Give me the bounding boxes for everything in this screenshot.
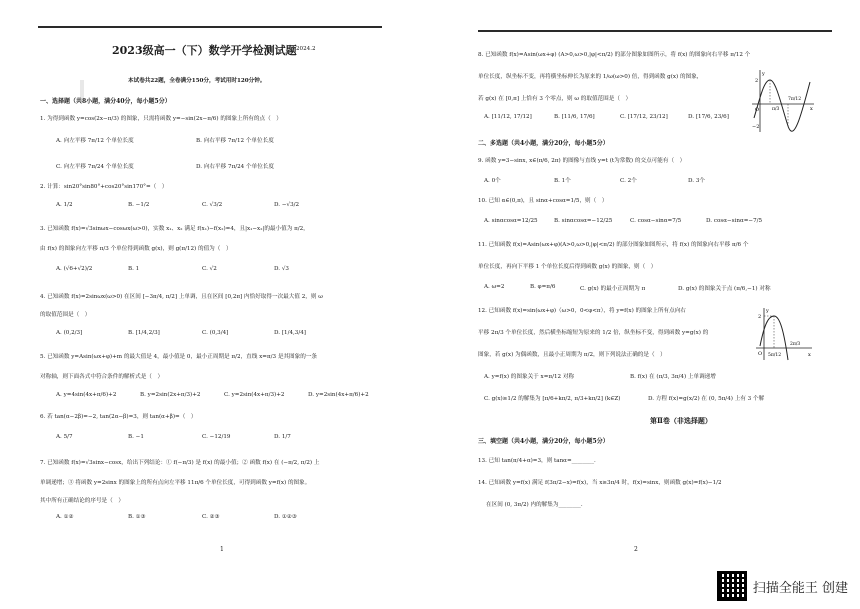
q1-option-c: C. 向左平移 7π/24 个单位长度 [56, 164, 134, 170]
question-10: 10. 已知 α∈(0,π)，且 sinα+cosα=1/5，则（ ） [478, 198, 608, 204]
q3-option-c: C. √2 [202, 266, 217, 272]
label-2pi3: 2π/3 [790, 342, 801, 347]
question-3: 3. 已知函数 f(x)=√3sinωx−cosωx(ω>0)，实数 x₁、x₂ 满足 f(x₁)−f(x₂)=4，且|x₁−x₂|的最小值为 π/2， [40, 226, 309, 232]
section-3-heading: 三、填空题（共4小题，满分20分，每小题5分） [478, 438, 609, 445]
label-y: y [766, 308, 769, 314]
q5-option-a: A. y=4sin(4x+π/6)+2 [56, 392, 117, 398]
label-pi3: π/3 [772, 107, 780, 112]
top-rule [478, 30, 832, 32]
page-number-1: 1 [220, 546, 224, 553]
q6-option-a: A. 5/7 [56, 434, 73, 440]
q11-option-c: C. g(x) 的最小正周期为 π [580, 286, 646, 292]
question-7-cont: 单调递增；③ 将函数 y=2sinx 的图象上的所有点向左平移 11π/6 个单位长度，可得到函数 y=f(x) 的图象。 [40, 480, 311, 486]
question-12-cont2: 图象，若 g(x) 为偶函数，且最小正周期为 π/2，则下列说法正确的是（ ） [478, 352, 666, 358]
question-13: 13. 已知 tan(π/4+α)=3，则 tanα=________. [478, 458, 596, 464]
q5-option-b: B. y=2sin(2x+π/3)+2 [140, 392, 201, 398]
q3-option-a: A. (√6+√2)/2 [56, 266, 93, 272]
q11-option-a: A. ω=2 [484, 284, 505, 290]
q6-option-b: B. −1 [128, 434, 144, 440]
question-2: 2. 计算：sin20°sin80°+cos20°sin170°=（ ） [40, 184, 168, 190]
q10-option-b: B. sinαcosα=−12/25 [554, 218, 613, 224]
label-o: O [758, 351, 763, 357]
label-7pi12: 7π/12 [788, 97, 802, 102]
q2-option-c: C. √3/2 [202, 202, 223, 208]
page-number-2: 2 [634, 546, 638, 553]
q5-option-c: C. y=2sin(4x+π/3)+2 [224, 392, 285, 398]
label-o: O [755, 107, 760, 113]
scanner-brand: 扫描全能王 创建 [752, 580, 848, 596]
label-2: 2 [758, 314, 762, 320]
q2-option-d: D. −√3/2 [274, 202, 300, 208]
question-14-cont: 在区间 (0, 3π/2) 内的解集为________. [486, 502, 583, 508]
q8-option-b: B. [11/6, 17/6] [554, 114, 595, 120]
label-neg2: −2 [752, 124, 760, 130]
question-7-cont2: 其中所有正确结论的序号是（ ） [40, 498, 124, 504]
q9-option-a: A. 0个 [484, 178, 501, 184]
question-4-cont: 的取值范围是（ ） [40, 312, 91, 318]
question-14: 14. 已知函数 y=f(x) 满足 f(3π/2−x)=f(x)，当 x≥3π/4 时，f(x)=sinx，则函数 g(x)=f(x)−1/2 [478, 480, 722, 486]
label-x: x [808, 352, 811, 358]
question-5: 5. 已知函数 y=Asin(ωx+φ)+m 的最大值是 4，最小值是 0，最小正周期是 π/2，直线 x=π/3 是其图象的一条 [40, 354, 317, 360]
q10-option-a: A. sinαcosα=12/25 [484, 218, 538, 224]
q12-option-d: D. 方程 f(x)=g(x/2) 在 (0, 5π/4) 上有 3 个解 [648, 396, 765, 402]
exam-title: 2023级高一（下）数学开学检测试题 [112, 44, 297, 57]
qr-code-icon [717, 571, 747, 601]
q6-option-d: D. 1/7 [274, 434, 291, 440]
question-7: 7. 已知函数 f(x)=√3sinx−cosx，给出下列结论：① f(−π/3) 是 f(x) 的最小值；② 函数 f(x) 在 (−π/2, π/2) 上 [40, 460, 320, 466]
q4-option-c: C. (0,3/4] [202, 330, 229, 336]
q8-sine-figure [750, 68, 816, 134]
top-rule [38, 26, 382, 28]
question-12-cont: 平移 2π/3 个单位长度，然后横坐标缩短为原来的 1/2 倍，纵坐标不变，得到函数 y=g(x) 的 [478, 330, 709, 336]
q4-option-a: A. (0,2/3] [56, 330, 83, 336]
q10-option-c: C. cosα−sinα=7/5 [630, 218, 682, 224]
q8-option-d: D. [17/6, 23/6] [688, 114, 729, 120]
q9-option-b: B. 1个 [554, 178, 571, 184]
part-2-heading: 第Ⅱ卷（非选择题） [650, 416, 712, 425]
question-9: 9. 函数 y=3−sinx, x∈(π/6, 2π) 的图像与直线 y=t (t为常数) 的交点可能有（ ） [478, 158, 686, 164]
q7-option-d: D. ①②③ [274, 514, 297, 520]
q2-option-b: B. −1/2 [128, 202, 150, 208]
exam-intro: 本试卷共22题，全卷满分150分，考试用时120分钟。 [128, 78, 266, 84]
q7-option-c: C. ②③ [202, 514, 220, 520]
question-8: 8. 已知函数 f(x)=Asin(ωx+φ) (A>0,ω>0,|φ|<π/2) 的部分图象如图所示，将 f(x) 的图象向右平移 π/12 个 [478, 52, 751, 58]
q12-option-c: C. g(x)≥1/2 的解集为 [π/6+kπ/2, π/3+kπ/2] (k∈Z) [484, 396, 621, 402]
sine-curve [754, 80, 810, 131]
q4-option-b: B. [1/4,2/3] [128, 330, 160, 336]
label-y: y [762, 71, 765, 77]
q3-option-b: B. 1 [128, 266, 140, 272]
q9-option-d: D. 3个 [688, 178, 705, 184]
q8-option-a: A. [11/12, 17/12] [484, 114, 532, 120]
q3-option-d: D. √3 [274, 266, 289, 272]
q2-option-a: A. 1/2 [56, 202, 73, 208]
question-8-cont: 单位长度，纵坐标不变，再将横坐标伸长为原来的 1/ω(ω>0) 倍，得到函数 g(x) 的图象， [478, 74, 703, 80]
section-2-heading: 二、多选题（共4小题，满分20分，每小题5分） [478, 140, 609, 147]
question-11: 11. 已知函数 f(x)=Asin(ωx+φ)(A>0,ω>0,|φ|<π/2) 的部分图象如图所示，将 f(x) 的图象向右平移 π/6 个 [478, 242, 749, 248]
question-6: 6. 若 tan(α−2β)=−2, tan(2α−β)=3，则 tan(α+β)=（ ） [40, 414, 197, 420]
q8-option-c: C. [17/12, 23/12] [620, 114, 668, 120]
label-2: 2 [755, 78, 759, 84]
question-3-cont: 由 f(x) 的图象向左平移 π/3 个单位得到函数 g(x)，则 g(π/12) 的值为（ ） [40, 246, 232, 252]
q5-option-d: D. y=2sin(4x+π/6)+2 [308, 392, 369, 398]
q7-option-b: B. ①③ [128, 514, 146, 520]
exam-date: 2024.2 [296, 46, 316, 52]
q1-option-d: D. 向右平移 7π/24 个单位长度 [196, 164, 274, 170]
question-4: 4. 已知函数 f(x)=2sinωx(ω>0) 在区间 [−3π/4, π/2] 上单调，且在区间 [0,2π] 内恰好取得一次最大值 2，则 ω [40, 294, 323, 300]
q12-option-a: A. y=f(x) 的图象关于 x=π/12 对称 [484, 374, 575, 380]
q11-sine-svg [754, 306, 814, 362]
q11-sine-figure [754, 306, 814, 362]
q8-sine-svg [750, 68, 816, 134]
question-1: 1. 为得到函数 y=cos(2x−π/3) 的图象，只需将函数 y=−sin(2x−π/6) 的图象上所有的点（ ） [40, 116, 282, 122]
q12-option-b: B. f(x) 在 (π/3, 3π/4) 上单调递增 [630, 374, 716, 380]
question-8-cont2: 若 g(x) 在 [0,π] 上恰有 3 个零点，则 ω 的取值范围是（ ） [478, 96, 632, 102]
question-5-cont: 对称轴，则下面各式中符合条件的解析式是（ ） [40, 374, 164, 380]
q6-option-c: C. −12/19 [202, 434, 231, 440]
q9-option-c: C. 2个 [620, 178, 637, 184]
q11-option-b: B. φ=π/6 [530, 284, 556, 290]
q4-option-d: D. [1/4,3/4] [274, 330, 306, 336]
scanner-watermark [717, 571, 848, 601]
question-11-cont: 单位长度，再向下平移 1 个单位长度后得到函数 g(x) 的图象，则（ ） [478, 264, 657, 270]
exam-page-2 [430, 0, 860, 609]
label-5pi12: 5π/12 [768, 353, 782, 358]
question-12: 12. 已知函数 f(x)=sin(ωx+φ)（ω>0，0<φ<π），将 y=f(x) 的图象上所有点向右 [478, 308, 686, 314]
label-x: x [810, 106, 813, 112]
q7-option-a: A. ①② [56, 514, 74, 520]
section-1-heading: 一、选择题（共8小题，满分40分，每小题5分） [40, 98, 171, 105]
q1-option-a: A. 向左平移 7π/12 个单位长度 [56, 138, 134, 144]
q11-option-d: D. g(x) 的图象关于点 (π/6,−1) 对称 [678, 286, 771, 292]
q10-option-d: D. cosα−sinα=−7/5 [706, 218, 763, 224]
q1-option-b: B. 向右平移 7π/12 个单位长度 [196, 138, 274, 144]
